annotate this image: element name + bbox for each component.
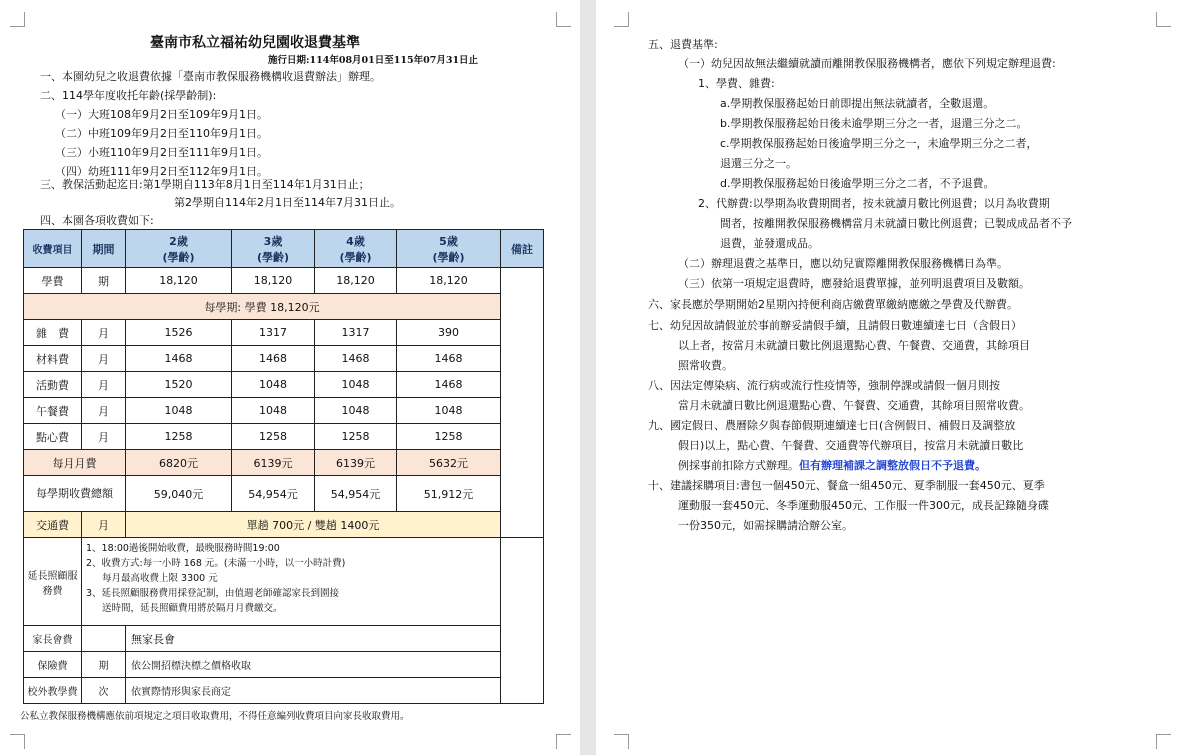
row-label: 活動費 (24, 372, 82, 398)
age-small: （三）小班110年9月2日至111年9月1日。 (55, 146, 268, 159)
item-2: 二、114學年度收托年齡(採學齡制): (40, 89, 217, 102)
header-period: 期間 (82, 230, 126, 268)
cell: 1468 (397, 372, 501, 398)
item-8-cont: 當月未就讀日數比例退還點心費、午餐費、交通費，其餘項目照常收費。 (678, 399, 1030, 412)
row-label: 家長會費 (24, 626, 82, 652)
header-note: 備註 (501, 230, 544, 268)
cell: 1258 (232, 424, 315, 450)
item-9-end-text: 例採事前扣除方式辦理。 (678, 459, 799, 472)
table-header-row (24, 230, 544, 268)
cell: 6139元 (232, 450, 315, 476)
table-row (24, 476, 544, 512)
extended-care-notes: 1、18:00過後開始收費，最晚服務時間19:00 2、收費方式:每一小時 168 元。(未滿一小時，以一小時計費) 每月最高收費上限 3300 元 3、延長照顧服務費用採登記制，由值週老師確認家長到園接 送時間，延長照顧費用將於隔月月費繳交。 (82, 538, 501, 626)
cell: 1317 (232, 320, 315, 346)
refund-2: （二）辦理退費之基準日，應以幼兒實際離開教保服務機構日為準。 (678, 257, 1008, 270)
table-row (24, 398, 544, 424)
cell: 18,120 (397, 268, 501, 294)
item-7: 七、幼兒因故請假並於事前辦妥請假手續，且請假日數連續達七日（含假日） (648, 319, 1022, 332)
refund-c-cont: 退還三分之一。 (720, 157, 797, 170)
effective-date: 施行日期:114年08月01日至115年07月31日止 (268, 55, 479, 66)
cell: 1526 (126, 320, 232, 346)
refund-1: （一）幼兒因故無法繼續就讀而離開教保服務機構者，應依下列規定辦理退費: (678, 57, 1056, 70)
item-10: 十、建議採購項目:書包一個450元、餐盒一組450元、夏季制服一套450元、夏季 (648, 479, 1045, 492)
semester-total-label: 每學期收費總額 (24, 476, 126, 512)
table-row (24, 450, 544, 476)
row-label: 學費 (24, 268, 82, 294)
refund-1-2-end: 退費，並發還成品。 (720, 237, 819, 250)
table-row (24, 346, 544, 372)
row-label: 雜 費 (24, 320, 82, 346)
row-period: 期 (82, 268, 126, 294)
row-label: 午餐費 (24, 398, 82, 424)
parent-fee-text: 無家長會 (126, 626, 501, 652)
doc-title: 臺南市私立福祐幼兒園收退費基準 (150, 35, 360, 51)
right-page (596, 0, 1194, 755)
crop-mark (556, 734, 571, 749)
semester-tuition-line: 每學期: 學費 18,120元 (24, 294, 501, 320)
row-label: 延長照顧服務費 (24, 538, 82, 626)
refund-b: b.學期教保服務起始日後未逾學期三分之一者，退還三分之二。 (720, 117, 1028, 130)
crop-mark (1156, 734, 1171, 749)
refund-a: a.學期教保服務起始日前即提出無法就讀者，全數退還。 (720, 97, 995, 110)
row-label: 點心費 (24, 424, 82, 450)
item-1: 一、本園幼兒之收退費依據「臺南市教保服務機構收退費辦法」辦理。 (40, 70, 381, 83)
crop-mark (556, 12, 571, 27)
row-period: 月 (82, 424, 126, 450)
item-9: 九、國定假日、農曆除夕與春節假期連續達七日(含例假日、補假日及調整放 (648, 419, 1016, 432)
cell: 1048 (397, 398, 501, 424)
cell: 1317 (315, 320, 397, 346)
crop-mark (614, 734, 629, 749)
item-8: 八、因法定傳染病、流行病或流行性疫情等，強制停課或請假一個月則按 (648, 379, 1000, 392)
item-9-cont: 假日)以上，點心費、午餐費、交通費等代辦項目，按當月未就讀日數比 (678, 439, 1024, 452)
cell: 5632元 (397, 450, 501, 476)
transport-fee: 單趟 700元 / 雙趟 1400元 (126, 512, 501, 538)
note-cell (501, 538, 544, 704)
cell: 59,040元 (126, 476, 232, 512)
header-age-5: 5歲 (學齡) (397, 230, 501, 268)
crop-mark (10, 734, 25, 749)
table-row (24, 626, 544, 652)
row-label: 校外教學費 (24, 678, 82, 704)
crop-mark (10, 12, 25, 27)
item-6: 六、家長應於學期開始2星期內持便利商店繳費單繳納應繳之學費及代辦費。 (648, 298, 1018, 311)
table-row (24, 424, 544, 450)
cell: 1258 (397, 424, 501, 450)
cell: 18,120 (315, 268, 397, 294)
cell: 54,954元 (232, 476, 315, 512)
crop-mark (1156, 12, 1171, 27)
item-10-end: 一份350元，如需採購請洽辦公室。 (678, 519, 853, 532)
item-9-end (678, 459, 986, 473)
cell: 1468 (315, 346, 397, 372)
cell: 1048 (315, 372, 397, 398)
row-label: 保險費 (24, 652, 82, 678)
header-item: 收費項目 (24, 230, 82, 268)
crop-mark (614, 12, 629, 27)
refund-c: c.學期教保服務起始日後逾學期三分之一，未逾學期三分之二者， (720, 137, 1038, 150)
age-big: （一）大班108年9月2日至109年9月1日。 (55, 108, 268, 121)
monthly-total-label: 每月月費 (24, 450, 126, 476)
cell: 1048 (315, 398, 397, 424)
table-row (24, 268, 544, 294)
note-cell (501, 268, 544, 538)
table-row (24, 652, 544, 678)
cell: 1468 (397, 346, 501, 372)
row-period: 月 (82, 512, 126, 538)
table-row (24, 512, 544, 538)
header-age-4: 4歲 (學齡) (315, 230, 397, 268)
outing-text: 依實際情形與家長商定 (126, 678, 501, 704)
row-period: 期 (82, 652, 126, 678)
age-baby: （四）幼班111年9月2日至112年9月1日。 (55, 165, 268, 178)
cell: 1048 (126, 398, 232, 424)
row-label: 交通費 (24, 512, 82, 538)
row-period: 月 (82, 320, 126, 346)
table-row (24, 372, 544, 398)
item-7-end: 照常收費。 (678, 359, 733, 372)
no-refund-emphasis: 但有辦理補課之調整放假日不予退費。 (799, 459, 986, 472)
cell: 1048 (232, 398, 315, 424)
table-row (24, 538, 544, 626)
refund-3: （三）依第一項規定退費時，應發給退費單據，並列明退費項目及數額。 (678, 277, 1030, 290)
item-7-cont: 以上者，按當月未就讀日數比例退還點心費、午餐費、交通費，其餘項目 (678, 339, 1030, 352)
refund-heading: 五、退費基準: (648, 38, 718, 51)
age-mid: （二）中班109年9月2日至110年9月1日。 (55, 127, 268, 140)
refund-1-1: 1、學費、雜費: (698, 77, 775, 90)
row-period: 次 (82, 678, 126, 704)
cell: 1468 (232, 346, 315, 372)
item-3-cont: 第2學期自114年2月1日至114年7月31日止。 (174, 196, 401, 209)
row-period: 月 (82, 372, 126, 398)
table-row (24, 294, 544, 320)
row-period: 月 (82, 398, 126, 424)
cell: 390 (397, 320, 501, 346)
cell: 1258 (315, 424, 397, 450)
cell: 1258 (126, 424, 232, 450)
refund-d: d.學期教保服務起始日後逾學期三分之二者，不予退費。 (720, 177, 995, 190)
cell: 1468 (126, 346, 232, 372)
row-label: 材料費 (24, 346, 82, 372)
cell: 18,120 (126, 268, 232, 294)
footer-note: 公私立教保服務機構應依前項規定之項目收取費用，不得任意編列收費項目向家長收取費用。 (20, 711, 410, 722)
row-period (82, 626, 126, 652)
cell: 54,954元 (315, 476, 397, 512)
fee-table (23, 229, 544, 704)
cell: 1520 (126, 372, 232, 398)
table-row (24, 678, 544, 704)
cell: 1048 (232, 372, 315, 398)
refund-1-2: 2、代辦費:以學期為收費期間者，按未就讀月數比例退費；以月為收費期 (698, 197, 1050, 210)
item-3: 三、教保活動起迄日:第1學期自113年8月1日至114年1月31日止； (40, 178, 370, 191)
item-4: 四、本園各項收費如下: (40, 214, 154, 227)
header-age-3: 3歲 (學齡) (232, 230, 315, 268)
row-period: 月 (82, 346, 126, 372)
left-page (0, 0, 580, 755)
header-age-2: 2歲 (學齡) (126, 230, 232, 268)
cell: 18,120 (232, 268, 315, 294)
item-10-cont: 運動服一套450元、冬季運動服450元、工作服一件300元，成長記錄隨身碟 (678, 499, 1049, 512)
cell: 6820元 (126, 450, 232, 476)
cell: 6139元 (315, 450, 397, 476)
cell: 51,912元 (397, 476, 501, 512)
table-row (24, 320, 544, 346)
refund-1-2-cont: 間者，按離開教保服務機構當月未就讀日數比例退費；已製成成品者不予 (720, 217, 1072, 230)
insurance-text: 依公開招標決標之價格收取 (126, 652, 501, 678)
